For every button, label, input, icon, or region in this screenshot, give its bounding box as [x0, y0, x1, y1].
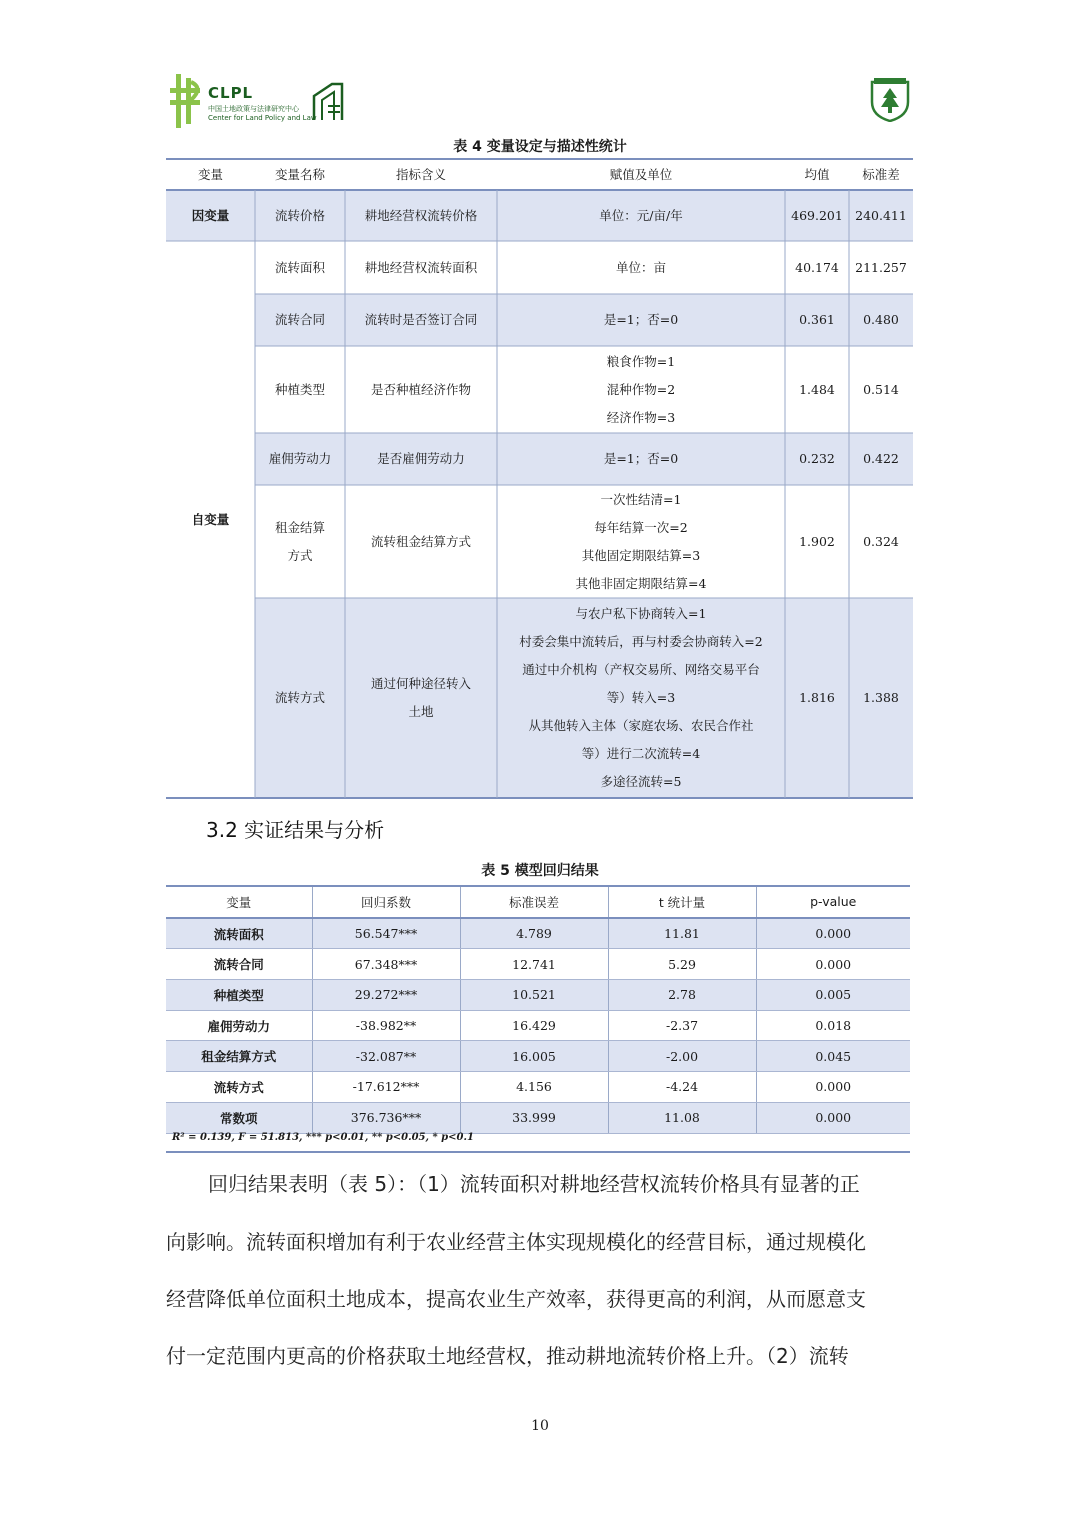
t4-row-meaning [345, 598, 497, 798]
t5-cell-t: -2.37 [608, 1010, 756, 1041]
t4-header-sd: 标准差 [862, 167, 900, 182]
t4-row-sd: 1.388 [863, 690, 899, 705]
body-line: 付一定范围内更高的价格获取土地经营权，推动耕地流转价格上升。（2）流转 [166, 1344, 849, 1368]
t4-row-unit: 是=1；否=0 [603, 451, 679, 466]
t5-cell-coef: 376.736*** [312, 1102, 460, 1133]
t5-cell-se: 4.156 [460, 1072, 608, 1103]
table-row [166, 1010, 910, 1041]
t4-meaning-line: 通过何种途径转入 [370, 676, 471, 691]
t4-row-sd: 0.480 [863, 312, 899, 327]
partner-logo-icon [312, 82, 344, 122]
table-row [166, 1041, 910, 1072]
table-row [166, 918, 910, 949]
t5-cell-p: 0.018 [756, 1010, 910, 1041]
t4-unit-line: 其他固定期限结算=3 [581, 547, 701, 563]
t5-cell-p: 0.005 [756, 980, 910, 1011]
t5-cell-variable: 租金结算方式 [166, 1041, 312, 1072]
table-row [166, 980, 910, 1011]
t4-meaning-line: 土地 [408, 704, 434, 719]
t4-dep-unit: 单位：元/亩/年 [599, 207, 683, 223]
t4-row-meaning: 流转租金结算方式 [370, 533, 471, 549]
t4-unit-line: 等）进行二次流转=4 [581, 746, 701, 761]
table-row [166, 1072, 910, 1103]
university-seal-icon [870, 76, 910, 122]
t4-unit-line: 粮食作物=1 [606, 353, 676, 369]
t4-row-meaning: 流转时是否签订合同 [364, 312, 478, 327]
table4-caption: 表 4 变量设定与描述性统计 [453, 139, 627, 155]
org-name-cn: 中国土地政策与法律研究中心 [208, 105, 299, 113]
t4-unit-line: 每年结算一次=2 [594, 519, 688, 535]
t4-group-independent: 自变量 [191, 511, 230, 527]
t4-unit-line: 等）转入=3 [606, 690, 676, 705]
t5-cell-t: -2.00 [608, 1041, 756, 1072]
t5-header-t: t 统计量 [608, 886, 756, 918]
t5-cell-t: -4.24 [608, 1072, 756, 1103]
table-row [166, 949, 910, 980]
t5-header-variable: 变量 [166, 886, 312, 918]
t4-header-unit: 赋值及单位 [609, 167, 673, 182]
table5-header-row [166, 886, 910, 918]
t4-row-mean: 1.902 [799, 533, 835, 549]
t4-unit-line: 混种作物=2 [606, 381, 676, 397]
t5-cell-se: 12.741 [460, 949, 608, 980]
t4-group-dependent: 因变量 [191, 207, 230, 223]
table5-bottom-rule [166, 1151, 910, 1153]
t5-cell-p: 0.045 [756, 1041, 910, 1072]
t4-row-unit: 单位：亩 [615, 259, 666, 275]
t5-cell-se: 4.789 [460, 918, 608, 949]
t4-row-unit: 是=1；否=0 [603, 312, 679, 327]
section-heading: 3.2 实证结果与分析 [206, 818, 385, 842]
t4-name-line: 租金结算 [274, 519, 325, 535]
brand-name: CLPL [208, 84, 254, 102]
t4-row-meaning: 是否雇佣劳动力 [377, 451, 465, 466]
t4-name-line: 方式 [287, 547, 313, 563]
t5-cell-coef: 56.547*** [312, 918, 460, 949]
page-number: 10 [531, 1418, 549, 1434]
body-line: 向影响。流转面积增加有利于农业经营主体实现规模化的经营目标，通过规模化 [166, 1230, 866, 1254]
body-line: 经营降低单位面积土地成本，提高农业生产效率，获得更高的利润，从而愿意支 [166, 1287, 866, 1311]
t4-dep-mean: 469.201 [791, 207, 843, 223]
t4-unit-line: 其他非固定期限结算=4 [575, 575, 707, 591]
t4-row-unit [497, 346, 785, 433]
t4-header-name: 变量名称 [274, 167, 325, 182]
t4-unit-line: 经济作物=3 [606, 409, 676, 425]
t4-unit-line: 通过中介机构（产权交易所、网络交易平台 [522, 662, 760, 677]
clpl-logo-mark-icon [170, 74, 204, 128]
t4-row-sd: 0.422 [863, 451, 899, 466]
t5-cell-variable: 种植类型 [166, 980, 312, 1011]
t5-cell-variable: 雇佣劳动力 [166, 1010, 312, 1041]
table5-note: R² = 0.139, F = 51.813, *** p<0.01, ** p<0.05, * p<0.1 [172, 1132, 474, 1143]
t4-row-mean: 1.484 [799, 381, 835, 397]
t4-row-name: 雇佣劳动力 [268, 451, 332, 466]
t4-row-mean: 40.174 [795, 259, 839, 275]
t5-cell-t: 5.29 [608, 949, 756, 980]
t4-row-mean: 0.361 [799, 312, 835, 327]
t4-unit-line: 多途径流转=5 [600, 774, 682, 789]
body-line: 回归结果表明（表 5）：（1）流转面积对耕地经营权流转价格具有显著的正 [208, 1172, 860, 1196]
t4-row-mean: 0.232 [799, 451, 835, 466]
t5-cell-coef: -38.982** [312, 1010, 460, 1041]
table-row [166, 1102, 910, 1133]
t4-row-sd: 0.324 [863, 533, 899, 549]
t4-header-variable: 变量 [197, 167, 223, 182]
t4-row-name: 流转面积 [274, 259, 325, 275]
t4-dep-sd: 240.411 [855, 207, 907, 223]
t5-cell-variable: 常数项 [166, 1102, 312, 1133]
t5-cell-coef: 67.348*** [312, 949, 460, 980]
t4-row-sd: 211.257 [855, 259, 907, 275]
clpl-logo [170, 74, 350, 130]
t5-cell-se: 33.999 [460, 1102, 608, 1133]
t5-cell-t: 11.08 [608, 1102, 756, 1133]
t4-unit-line: 从其他转入主体（家庭农场、农民合作社 [528, 718, 754, 733]
t4-dep-name: 流转价格 [274, 207, 325, 223]
t4-row-meaning: 耕地经营权流转面积 [364, 259, 478, 275]
t4-row-sd: 0.514 [863, 381, 899, 397]
t5-cell-t: 2.78 [608, 980, 756, 1011]
t4-row-meaning: 是否种植经济作物 [370, 381, 471, 397]
t5-header-p: p-value [756, 886, 910, 918]
table4 [166, 158, 913, 799]
t5-cell-se: 16.429 [460, 1010, 608, 1041]
t4-row-name: 种植类型 [274, 381, 325, 397]
t5-header-se: 标准误差 [460, 886, 608, 918]
t4-row-name: 流转方式 [274, 690, 325, 705]
t5-cell-p: 0.000 [756, 1102, 910, 1133]
t4-unit-line: 村委会集中流转后，再与村委会协商转入=2 [519, 634, 763, 649]
org-name-en: Center for Land Policy and Law [208, 114, 317, 122]
t4-row-name: 流转合同 [274, 312, 325, 327]
t5-cell-coef: -17.612*** [312, 1072, 460, 1103]
t4-unit-line: 一次性结清=1 [600, 491, 682, 507]
t5-cell-t: 11.81 [608, 918, 756, 949]
t5-cell-p: 0.000 [756, 949, 910, 980]
t4-header-meaning: 指标含义 [395, 167, 446, 182]
t5-cell-variable: 流转合同 [166, 949, 312, 980]
t5-cell-coef: 29.272*** [312, 980, 460, 1011]
t4-row-name [255, 485, 345, 598]
t5-cell-coef: -32.087** [312, 1041, 460, 1072]
table5-caption: 表 5 模型回归结果 [481, 863, 599, 879]
t5-cell-variable: 流转面积 [166, 918, 312, 949]
table5 [166, 885, 910, 1134]
t5-cell-se: 10.521 [460, 980, 608, 1011]
t4-row-unit [497, 485, 785, 598]
t5-cell-variable: 流转方式 [166, 1072, 312, 1103]
t4-dep-meaning: 耕地经营权流转价格 [364, 207, 478, 223]
t4-row-unit [497, 598, 785, 798]
t4-header-mean: 均值 [804, 167, 830, 182]
t5-cell-se: 16.005 [460, 1041, 608, 1072]
t4-unit-line: 与农户私下协商转入=1 [575, 606, 707, 621]
t5-cell-p: 0.000 [756, 918, 910, 949]
t4-row-mean: 1.816 [799, 690, 835, 705]
t5-header-coef: 回归系数 [312, 886, 460, 918]
t5-cell-p: 0.000 [756, 1072, 910, 1103]
